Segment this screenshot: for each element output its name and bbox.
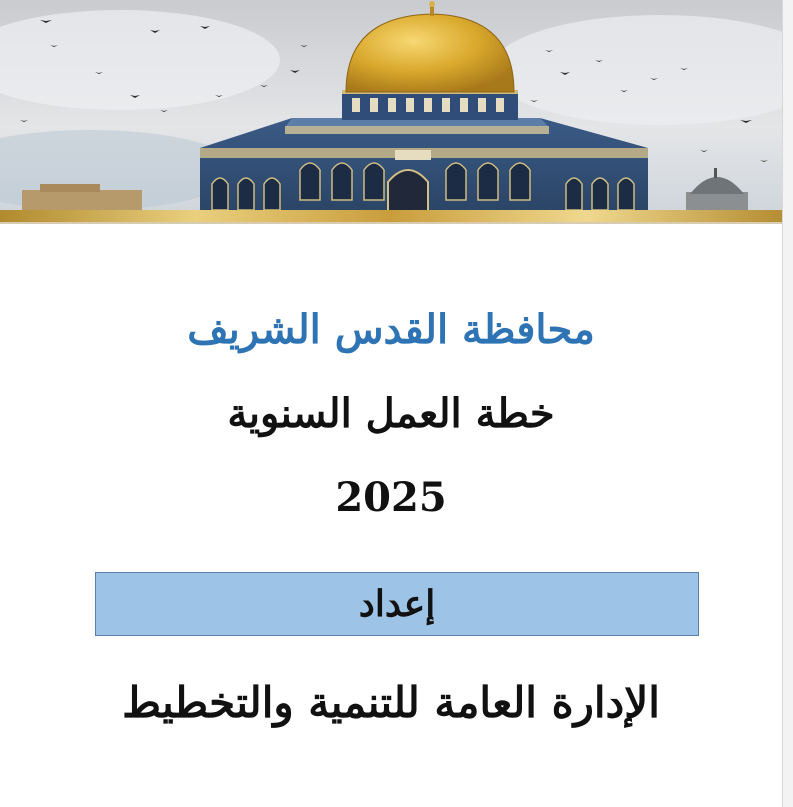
plan-year: 2025: [335, 474, 447, 521]
dome-of-the-rock-photo: [0, 0, 782, 212]
governorate-title: محافظة القدس الشريف: [187, 306, 595, 353]
department-name: الإدارة العامة للتنمية والتخطيط: [122, 678, 660, 727]
plan-title: خطة العمل السنوية: [227, 390, 555, 437]
page-edge: [782, 0, 793, 807]
prepared-by-label: إعداد: [358, 583, 436, 625]
prepared-by-box: [95, 572, 699, 636]
gold-divider-band: [0, 210, 782, 222]
gold-divider-shadow: [0, 222, 782, 224]
